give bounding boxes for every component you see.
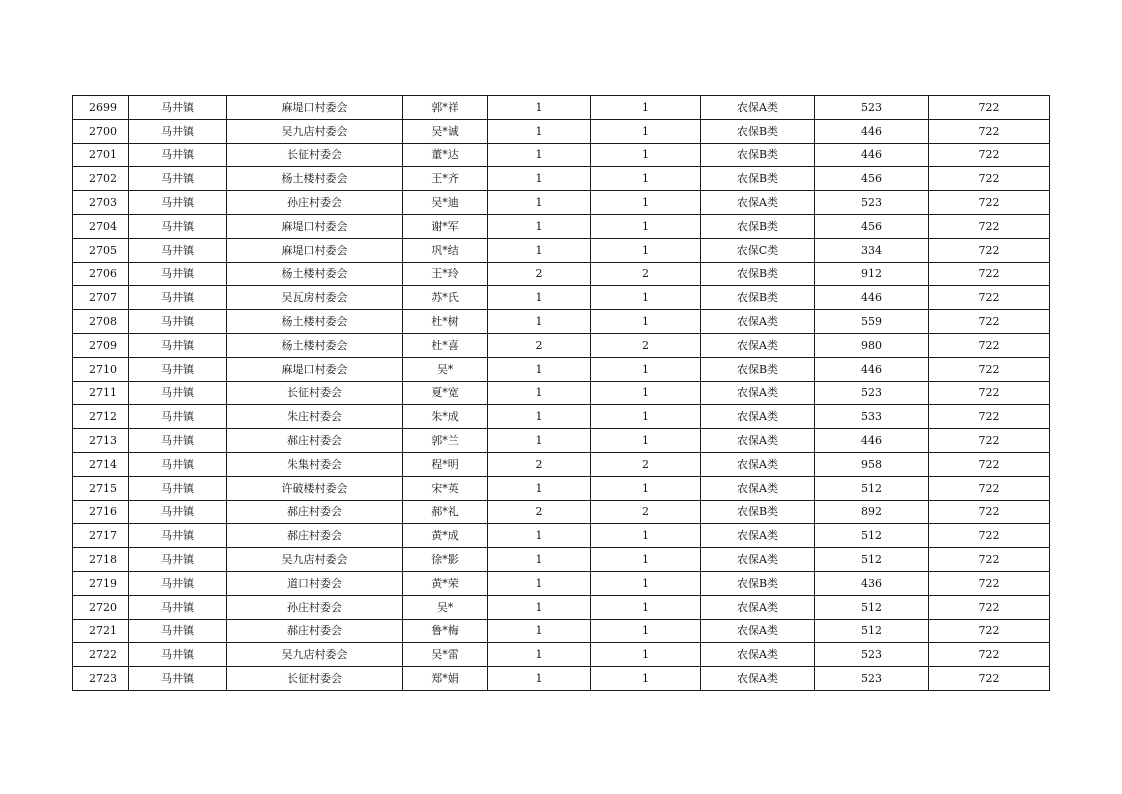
cell-standard: 722: [929, 381, 1050, 405]
cell-standard: 722: [929, 548, 1050, 572]
table-row: [73, 238, 1050, 262]
cell-serial-no: 2719: [73, 571, 129, 595]
cell-person-count: 1: [591, 167, 701, 191]
table-row: [73, 405, 1050, 429]
cell-town: 马井镇: [129, 381, 227, 405]
cell-person-count: 1: [591, 214, 701, 238]
cell-village-committee: 郝庄村委会: [227, 500, 403, 524]
cell-household-count: 1: [488, 405, 591, 429]
cell-standard: 722: [929, 524, 1050, 548]
cell-town: 马井镇: [129, 429, 227, 453]
cell-household-count: 2: [488, 452, 591, 476]
cell-serial-no: 2716: [73, 500, 129, 524]
cell-insurance-category: 农保A类: [701, 191, 815, 215]
cell-village-committee: 杨土楼村委会: [227, 333, 403, 357]
cell-amount: 512: [815, 619, 929, 643]
table-body: [73, 96, 1050, 691]
cell-household-count: 1: [488, 429, 591, 453]
cell-serial-no: 2707: [73, 286, 129, 310]
cell-insurance-category: 农保B类: [701, 119, 815, 143]
table-row: [73, 262, 1050, 286]
cell-standard: 722: [929, 191, 1050, 215]
cell-standard: 722: [929, 571, 1050, 595]
cell-serial-no: 2701: [73, 143, 129, 167]
cell-name: 吴*雷: [403, 643, 488, 667]
cell-town: 马井镇: [129, 524, 227, 548]
cell-village-committee: 吴瓦房村委会: [227, 286, 403, 310]
cell-standard: 722: [929, 167, 1050, 191]
cell-household-count: 1: [488, 667, 591, 691]
table-row: [73, 524, 1050, 548]
cell-name: 夏*宽: [403, 381, 488, 405]
cell-village-committee: 杨土楼村委会: [227, 262, 403, 286]
cell-town: 马井镇: [129, 143, 227, 167]
cell-household-count: 1: [488, 119, 591, 143]
cell-insurance-category: 农保A类: [701, 524, 815, 548]
cell-standard: 722: [929, 619, 1050, 643]
cell-household-count: 1: [488, 595, 591, 619]
cell-standard: 722: [929, 500, 1050, 524]
cell-name: 郭*兰: [403, 429, 488, 453]
cell-name: 徐*影: [403, 548, 488, 572]
cell-amount: 523: [815, 381, 929, 405]
cell-serial-no: 2722: [73, 643, 129, 667]
table-row: [73, 167, 1050, 191]
cell-household-count: 1: [488, 476, 591, 500]
cell-person-count: 1: [591, 548, 701, 572]
cell-amount: 512: [815, 548, 929, 572]
table-row: [73, 619, 1050, 643]
cell-amount: 533: [815, 405, 929, 429]
cell-serial-no: 2715: [73, 476, 129, 500]
table-row: [73, 310, 1050, 334]
cell-amount: 523: [815, 667, 929, 691]
cell-town: 马井镇: [129, 333, 227, 357]
cell-village-committee: 吴九店村委会: [227, 643, 403, 667]
cell-standard: 722: [929, 595, 1050, 619]
cell-town: 马井镇: [129, 595, 227, 619]
cell-insurance-category: 农保A类: [701, 619, 815, 643]
table-row: [73, 381, 1050, 405]
cell-village-committee: 麻堤口村委会: [227, 214, 403, 238]
cell-household-count: 1: [488, 214, 591, 238]
cell-town: 马井镇: [129, 214, 227, 238]
cell-town: 马井镇: [129, 286, 227, 310]
cell-village-committee: 郝庄村委会: [227, 429, 403, 453]
cell-standard: 722: [929, 476, 1050, 500]
cell-household-count: 1: [488, 643, 591, 667]
cell-household-count: 1: [488, 167, 591, 191]
cell-insurance-category: 农保A类: [701, 643, 815, 667]
cell-name: 黄*荣: [403, 571, 488, 595]
cell-name: 鲁*梅: [403, 619, 488, 643]
table-row: [73, 357, 1050, 381]
cell-town: 马井镇: [129, 500, 227, 524]
cell-serial-no: 2703: [73, 191, 129, 215]
cell-town: 马井镇: [129, 96, 227, 120]
cell-village-committee: 朱庄村委会: [227, 405, 403, 429]
table-row: [73, 500, 1050, 524]
cell-household-count: 1: [488, 548, 591, 572]
cell-town: 马井镇: [129, 405, 227, 429]
cell-village-committee: 麻堤口村委会: [227, 96, 403, 120]
cell-person-count: 1: [591, 310, 701, 334]
cell-serial-no: 2720: [73, 595, 129, 619]
cell-standard: 722: [929, 333, 1050, 357]
cell-standard: 722: [929, 96, 1050, 120]
cell-amount: 446: [815, 143, 929, 167]
cell-village-committee: 吴九店村委会: [227, 548, 403, 572]
cell-serial-no: 2709: [73, 333, 129, 357]
cell-insurance-category: 农保A类: [701, 452, 815, 476]
cell-person-count: 1: [591, 571, 701, 595]
cell-serial-no: 2718: [73, 548, 129, 572]
cell-person-count: 2: [591, 500, 701, 524]
cell-village-committee: 杨土楼村委会: [227, 310, 403, 334]
cell-household-count: 1: [488, 357, 591, 381]
table-row: [73, 96, 1050, 120]
cell-insurance-category: 农保A类: [701, 381, 815, 405]
cell-name: 杜*树: [403, 310, 488, 334]
table-row: [73, 643, 1050, 667]
cell-amount: 958: [815, 452, 929, 476]
cell-insurance-category: 农保B类: [701, 143, 815, 167]
cell-insurance-category: 农保A类: [701, 429, 815, 453]
cell-serial-no: 2699: [73, 96, 129, 120]
cell-name: 吴*: [403, 357, 488, 381]
cell-person-count: 1: [591, 405, 701, 429]
cell-person-count: 1: [591, 643, 701, 667]
cell-person-count: 1: [591, 667, 701, 691]
cell-village-committee: 孙庄村委会: [227, 191, 403, 215]
cell-household-count: 2: [488, 500, 591, 524]
cell-insurance-category: 农保B类: [701, 167, 815, 191]
cell-standard: 722: [929, 262, 1050, 286]
cell-person-count: 1: [591, 96, 701, 120]
cell-amount: 436: [815, 571, 929, 595]
table-row: [73, 595, 1050, 619]
cell-person-count: 2: [591, 452, 701, 476]
cell-village-committee: 长征村委会: [227, 143, 403, 167]
cell-insurance-category: 农保C类: [701, 238, 815, 262]
cell-standard: 722: [929, 643, 1050, 667]
table-row: [73, 191, 1050, 215]
cell-name: 吴*: [403, 595, 488, 619]
cell-serial-no: 2713: [73, 429, 129, 453]
cell-amount: 512: [815, 595, 929, 619]
cell-person-count: 1: [591, 476, 701, 500]
cell-amount: 334: [815, 238, 929, 262]
table-row: [73, 214, 1050, 238]
cell-serial-no: 2710: [73, 357, 129, 381]
cell-serial-no: 2712: [73, 405, 129, 429]
cell-amount: 446: [815, 119, 929, 143]
cell-name: 郑*娟: [403, 667, 488, 691]
cell-serial-no: 2702: [73, 167, 129, 191]
cell-standard: 722: [929, 214, 1050, 238]
cell-standard: 722: [929, 429, 1050, 453]
cell-amount: 446: [815, 286, 929, 310]
table-row: [73, 476, 1050, 500]
cell-insurance-category: 农保A类: [701, 405, 815, 429]
cell-serial-no: 2714: [73, 452, 129, 476]
cell-town: 马井镇: [129, 119, 227, 143]
cell-person-count: 1: [591, 143, 701, 167]
cell-serial-no: 2704: [73, 214, 129, 238]
cell-town: 马井镇: [129, 238, 227, 262]
cell-town: 马井镇: [129, 548, 227, 572]
cell-amount: 523: [815, 96, 929, 120]
cell-amount: 980: [815, 333, 929, 357]
table-row: [73, 548, 1050, 572]
cell-name: 程*明: [403, 452, 488, 476]
cell-amount: 523: [815, 643, 929, 667]
cell-insurance-category: 农保A类: [701, 548, 815, 572]
cell-household-count: 2: [488, 333, 591, 357]
records-table: [72, 95, 1050, 691]
cell-serial-no: 2700: [73, 119, 129, 143]
cell-town: 马井镇: [129, 452, 227, 476]
cell-person-count: 1: [591, 191, 701, 215]
cell-serial-no: 2706: [73, 262, 129, 286]
cell-household-count: 1: [488, 310, 591, 334]
cell-serial-no: 2708: [73, 310, 129, 334]
cell-insurance-category: 农保B类: [701, 262, 815, 286]
cell-person-count: 1: [591, 286, 701, 310]
cell-serial-no: 2723: [73, 667, 129, 691]
cell-amount: 446: [815, 357, 929, 381]
cell-village-committee: 麻堤口村委会: [227, 238, 403, 262]
cell-town: 马井镇: [129, 476, 227, 500]
cell-household-count: 1: [488, 381, 591, 405]
cell-name: 董*达: [403, 143, 488, 167]
cell-village-committee: 孙庄村委会: [227, 595, 403, 619]
cell-standard: 722: [929, 286, 1050, 310]
cell-household-count: 2: [488, 262, 591, 286]
cell-person-count: 2: [591, 262, 701, 286]
cell-person-count: 2: [591, 333, 701, 357]
cell-town: 马井镇: [129, 310, 227, 334]
cell-town: 马井镇: [129, 643, 227, 667]
cell-insurance-category: 农保B类: [701, 214, 815, 238]
cell-insurance-category: 农保A类: [701, 333, 815, 357]
cell-name: 苏*氏: [403, 286, 488, 310]
cell-standard: 722: [929, 452, 1050, 476]
cell-person-count: 1: [591, 429, 701, 453]
cell-insurance-category: 农保A类: [701, 667, 815, 691]
cell-standard: 722: [929, 238, 1050, 262]
cell-serial-no: 2711: [73, 381, 129, 405]
cell-name: 吴*诚: [403, 119, 488, 143]
cell-serial-no: 2705: [73, 238, 129, 262]
cell-serial-no: 2717: [73, 524, 129, 548]
table-row: [73, 143, 1050, 167]
cell-village-committee: 道口村委会: [227, 571, 403, 595]
cell-person-count: 1: [591, 357, 701, 381]
cell-village-committee: 朱集村委会: [227, 452, 403, 476]
cell-name: 谢*军: [403, 214, 488, 238]
cell-amount: 559: [815, 310, 929, 334]
cell-name: 王*齐: [403, 167, 488, 191]
cell-name: 杜*喜: [403, 333, 488, 357]
cell-standard: 722: [929, 310, 1050, 334]
cell-village-committee: 许破楼村委会: [227, 476, 403, 500]
cell-village-committee: 长征村委会: [227, 667, 403, 691]
cell-insurance-category: 农保A类: [701, 96, 815, 120]
cell-village-committee: 麻堤口村委会: [227, 357, 403, 381]
cell-amount: 912: [815, 262, 929, 286]
table-row: [73, 286, 1050, 310]
cell-town: 马井镇: [129, 191, 227, 215]
cell-name: 吴*迪: [403, 191, 488, 215]
cell-household-count: 1: [488, 143, 591, 167]
cell-insurance-category: 农保A类: [701, 310, 815, 334]
cell-name: 巩*结: [403, 238, 488, 262]
cell-village-committee: 杨土楼村委会: [227, 167, 403, 191]
cell-town: 马井镇: [129, 571, 227, 595]
cell-person-count: 1: [591, 524, 701, 548]
cell-village-committee: 吴九店村委会: [227, 119, 403, 143]
cell-name: 郝*礼: [403, 500, 488, 524]
cell-insurance-category: 农保A类: [701, 476, 815, 500]
cell-insurance-category: 农保B类: [701, 571, 815, 595]
cell-amount: 512: [815, 476, 929, 500]
cell-serial-no: 2721: [73, 619, 129, 643]
cell-amount: 892: [815, 500, 929, 524]
cell-household-count: 1: [488, 619, 591, 643]
cell-person-count: 1: [591, 119, 701, 143]
cell-standard: 722: [929, 143, 1050, 167]
cell-town: 马井镇: [129, 619, 227, 643]
cell-insurance-category: 农保B类: [701, 500, 815, 524]
cell-town: 马井镇: [129, 357, 227, 381]
cell-name: 郭*祥: [403, 96, 488, 120]
cell-amount: 523: [815, 191, 929, 215]
cell-standard: 722: [929, 357, 1050, 381]
cell-household-count: 1: [488, 96, 591, 120]
cell-person-count: 1: [591, 619, 701, 643]
cell-insurance-category: 农保B类: [701, 357, 815, 381]
cell-amount: 512: [815, 524, 929, 548]
cell-name: 宋*英: [403, 476, 488, 500]
table-row: [73, 667, 1050, 691]
cell-village-committee: 长征村委会: [227, 381, 403, 405]
cell-name: 黄*成: [403, 524, 488, 548]
cell-insurance-category: 农保B类: [701, 286, 815, 310]
cell-village-committee: 郝庄村委会: [227, 524, 403, 548]
cell-person-count: 1: [591, 595, 701, 619]
table-row: [73, 571, 1050, 595]
cell-person-count: 1: [591, 381, 701, 405]
table-row: [73, 333, 1050, 357]
cell-village-committee: 郝庄村委会: [227, 619, 403, 643]
cell-amount: 456: [815, 214, 929, 238]
cell-insurance-category: 农保A类: [701, 595, 815, 619]
cell-town: 马井镇: [129, 262, 227, 286]
cell-town: 马井镇: [129, 667, 227, 691]
cell-amount: 456: [815, 167, 929, 191]
cell-household-count: 1: [488, 286, 591, 310]
cell-household-count: 1: [488, 238, 591, 262]
cell-standard: 722: [929, 667, 1050, 691]
cell-household-count: 1: [488, 191, 591, 215]
table-row: [73, 452, 1050, 476]
table-row: [73, 119, 1050, 143]
cell-name: 朱*成: [403, 405, 488, 429]
cell-person-count: 1: [591, 238, 701, 262]
cell-town: 马井镇: [129, 167, 227, 191]
cell-standard: 722: [929, 405, 1050, 429]
table-row: [73, 429, 1050, 453]
cell-name: 王*玲: [403, 262, 488, 286]
cell-standard: 722: [929, 119, 1050, 143]
cell-household-count: 1: [488, 571, 591, 595]
cell-household-count: 1: [488, 524, 591, 548]
cell-amount: 446: [815, 429, 929, 453]
